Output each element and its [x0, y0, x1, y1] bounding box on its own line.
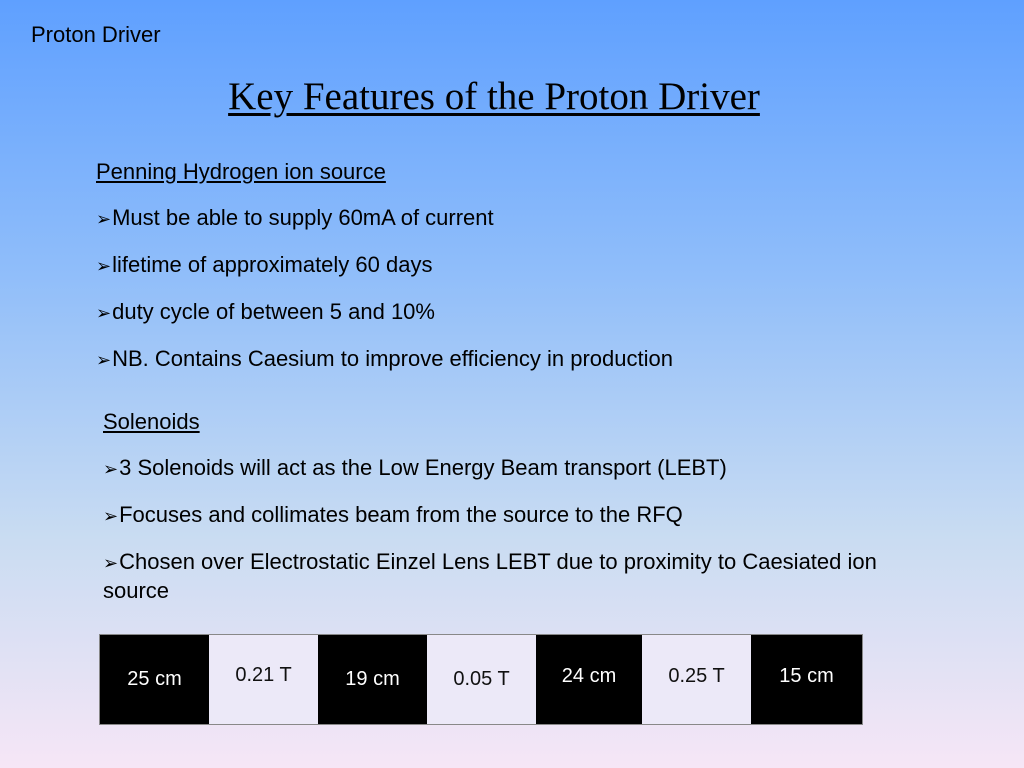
gap-cell: 19 cm — [318, 635, 427, 724]
arrow-bullet-icon: ➢ — [96, 303, 112, 323]
arrow-bullet-icon: ➢ — [96, 256, 112, 276]
slide-title: Key Features of the Proton Driver — [228, 75, 760, 118]
bullet-text: Must be able to supply 60mA of current — [112, 205, 494, 230]
bullet-text: 3 Solenoids will act as the Low Energy Beam transport (LEBT) — [119, 455, 727, 480]
bullet-item — [96, 204, 916, 233]
arrow-bullet-icon: ➢ — [96, 350, 112, 370]
solenoid-diagram — [99, 634, 863, 725]
bullet-item — [103, 501, 903, 530]
gap-cell: 25 cm — [100, 635, 209, 724]
bullet-text: lifetime of approximately 60 days — [112, 252, 433, 277]
bullet-item — [96, 345, 916, 374]
bullet-item — [96, 298, 916, 327]
gap-cell: 15 cm — [751, 635, 862, 724]
arrow-bullet-icon: ➢ — [103, 553, 119, 573]
gap-cell: 24 cm — [536, 635, 642, 724]
solenoid-cell: 0.21 T — [209, 635, 318, 724]
bullet-item — [103, 548, 903, 605]
arrow-bullet-icon: ➢ — [103, 506, 119, 526]
bullet-text: duty cycle of between 5 and 10% — [112, 299, 435, 324]
bullet-item — [103, 454, 903, 483]
bullet-item — [96, 251, 916, 280]
header-label: Proton Driver — [31, 22, 161, 47]
ion-source-section — [96, 158, 916, 392]
bullet-text: Focuses and collimates beam from the source to the RFQ — [119, 502, 683, 527]
solenoid-cell: 0.05 T — [427, 635, 536, 724]
bullet-text: Chosen over Electrostatic Einzel Lens LEBT due to proximity to Caesiated ion source — [103, 549, 877, 603]
arrow-bullet-icon: ➢ — [96, 209, 112, 229]
solenoids-section — [103, 408, 903, 623]
bullet-text: NB. Contains Caesium to improve efficiency in production — [112, 346, 673, 371]
section-heading: Penning Hydrogen ion source — [96, 159, 386, 184]
section-heading: Solenoids — [103, 409, 200, 434]
solenoid-cell: 0.25 T — [642, 635, 751, 724]
arrow-bullet-icon: ➢ — [103, 459, 119, 479]
